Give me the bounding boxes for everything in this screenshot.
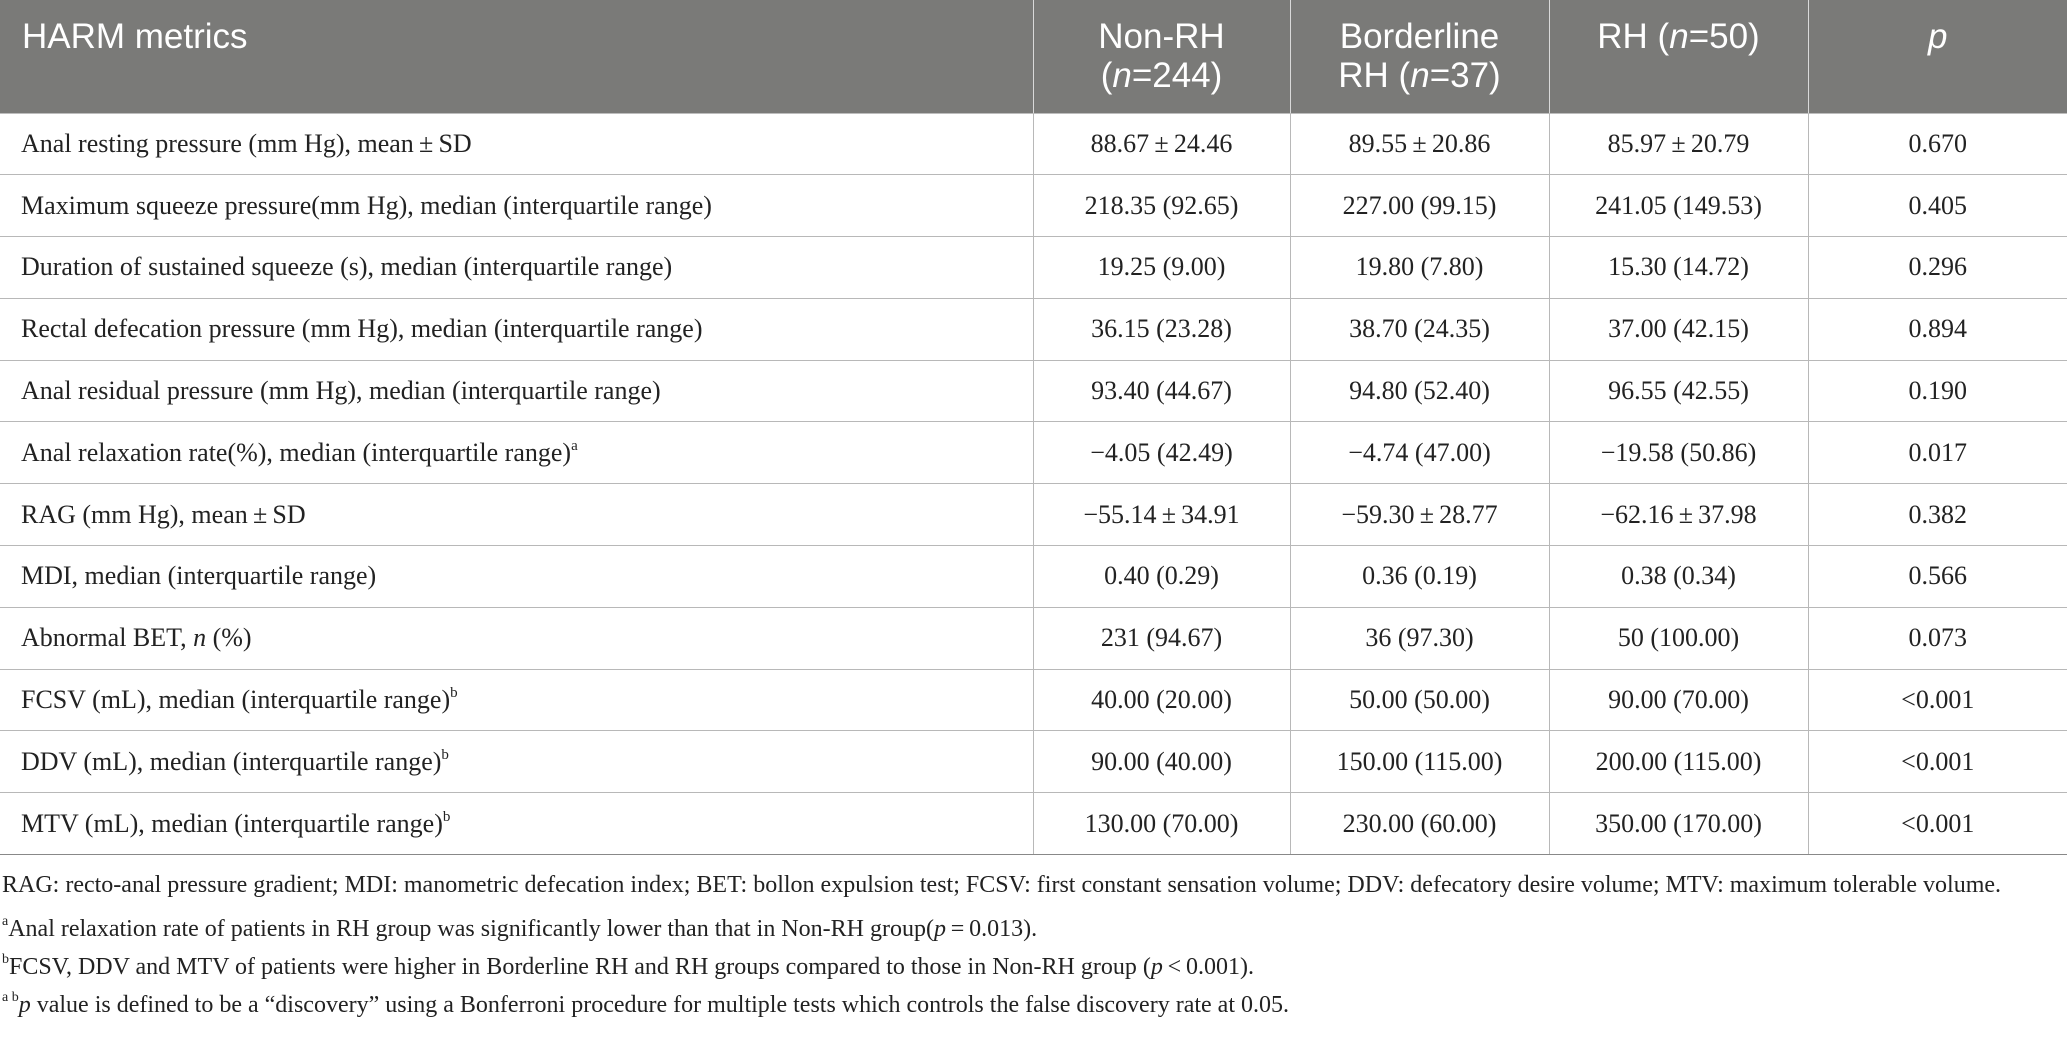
row-metric: Abnormal BET, n (%) xyxy=(0,607,1033,669)
cell-non-rh: 90.00 (40.00) xyxy=(1033,731,1290,793)
table-row xyxy=(0,731,2067,793)
footnote-ab: $^{a b}$p value is defined to be a “discovery” using a Bonferroni procedure for multiple tests which controls the false discovery rate at 0.05. xyxy=(2,989,1289,1018)
cell-borderline-rh: 150.00 (115.00) xyxy=(1290,731,1549,793)
table-row xyxy=(0,237,2067,299)
table-row xyxy=(0,360,2067,422)
table-row xyxy=(0,546,2067,608)
cell-non-rh: 231 (94.67) xyxy=(1033,607,1290,669)
cell-non-rh: 218.35 (92.65) xyxy=(1033,175,1290,237)
cell-rh: −19.58 (50.86) xyxy=(1549,422,1808,484)
header-borderline-rh: Borderline RH (n=37) xyxy=(1290,0,1549,113)
cell-rh: 50 (100.00) xyxy=(1549,607,1808,669)
cell-p: 0.296 xyxy=(1808,237,2067,299)
cell-rh: −62.16 ± 37.98 xyxy=(1549,484,1808,546)
cell-p: <0.001 xyxy=(1808,731,2067,793)
row-metric: FCSV (mL), median (interquartile range)$^b$ xyxy=(0,669,1033,731)
row-metric: Rectal defecation pressure (mm Hg), median (interquartile range) xyxy=(0,298,1033,360)
row-metric: MDI, median (interquartile range) xyxy=(0,546,1033,608)
cell-rh: 200.00 (115.00) xyxy=(1549,731,1808,793)
cell-rh: 85.97 ± 20.79 xyxy=(1549,113,1808,175)
table-footnotes xyxy=(0,866,2067,1024)
cell-non-rh: −55.14 ± 34.91 xyxy=(1033,484,1290,546)
cell-borderline-rh: 50.00 (50.00) xyxy=(1290,669,1549,731)
cell-non-rh: −4.05 (42.49) xyxy=(1033,422,1290,484)
cell-p: 0.405 xyxy=(1808,175,2067,237)
table-row xyxy=(0,793,2067,855)
cell-non-rh: 130.00 (70.00) xyxy=(1033,793,1290,855)
table-row xyxy=(0,113,2067,175)
header-metric: HARM metrics xyxy=(0,0,1033,113)
row-metric: Maximum squeeze pressure(mm Hg), median (interquartile range) xyxy=(0,175,1033,237)
row-metric: Anal relaxation rate(%), median (interquartile range)$^a$ xyxy=(0,422,1033,484)
row-metric: Anal resting pressure (mm Hg), mean ± SD xyxy=(0,113,1033,175)
cell-p: 0.190 xyxy=(1808,360,2067,422)
cell-non-rh: 19.25 (9.00) xyxy=(1033,237,1290,299)
footnote-b: $^b$FCSV, DDV and MTV of patients were higher in Borderline RH and RH groups compared to those in Non-RH group (p < 0.001). xyxy=(2,951,1255,980)
cell-rh: 90.00 (70.00) xyxy=(1549,669,1808,731)
cell-borderline-rh: 227.00 (99.15) xyxy=(1290,175,1549,237)
table-row xyxy=(0,669,2067,731)
cell-p: <0.001 xyxy=(1808,793,2067,855)
cell-non-rh: 0.40 (0.29) xyxy=(1033,546,1290,608)
cell-p: 0.894 xyxy=(1808,298,2067,360)
cell-rh: 0.38 (0.34) xyxy=(1549,546,1808,608)
cell-borderline-rh: 0.36 (0.19) xyxy=(1290,546,1549,608)
cell-rh: 241.05 (149.53) xyxy=(1549,175,1808,237)
cell-non-rh: 40.00 (20.00) xyxy=(1033,669,1290,731)
cell-rh: 350.00 (170.00) xyxy=(1549,793,1808,855)
row-metric: Duration of sustained squeeze (s), median (interquartile range) xyxy=(0,237,1033,299)
table-row xyxy=(0,175,2067,237)
cell-borderline-rh: 89.55 ± 20.86 xyxy=(1290,113,1549,175)
cell-borderline-rh: 230.00 (60.00) xyxy=(1290,793,1549,855)
cell-borderline-rh: 19.80 (7.80) xyxy=(1290,237,1549,299)
header-p: p xyxy=(1808,0,2067,113)
cell-non-rh: 93.40 (44.67) xyxy=(1033,360,1290,422)
cell-p: 0.670 xyxy=(1808,113,2067,175)
cell-p: 0.017 xyxy=(1808,422,2067,484)
row-metric: Anal residual pressure (mm Hg), median (interquartile range) xyxy=(0,360,1033,422)
footnote-a: $^a$Anal relaxation rate of patients in RH group was significantly lower than that in Non-RH group(p = 0.013). xyxy=(2,913,1038,942)
table-header xyxy=(0,0,2067,113)
table-row xyxy=(0,422,2067,484)
table-row xyxy=(0,607,2067,669)
cell-non-rh: 36.15 (23.28) xyxy=(1033,298,1290,360)
abbreviations-note: RAG: recto-anal pressure gradient; MDI: manometric defecation index; BET: bollon expulsion test; FCSV: first constant sensation volume; DDV: defecatory desire volume; MTV: maximum tolerable volume. xyxy=(2,872,2002,898)
cell-non-rh: 88.67 ± 24.46 xyxy=(1033,113,1290,175)
cell-borderline-rh: 94.80 (52.40) xyxy=(1290,360,1549,422)
header-non-rh: Non-RH (n=244) xyxy=(1033,0,1290,113)
cell-p: 0.566 xyxy=(1808,546,2067,608)
cell-p: 0.073 xyxy=(1808,607,2067,669)
cell-borderline-rh: −4.74 (47.00) xyxy=(1290,422,1549,484)
row-metric: MTV (mL), median (interquartile range)$^b$ xyxy=(0,793,1033,855)
cell-borderline-rh: −59.30 ± 28.77 xyxy=(1290,484,1549,546)
cell-rh: 37.00 (42.15) xyxy=(1549,298,1808,360)
row-metric: RAG (mm Hg), mean ± SD xyxy=(0,484,1033,546)
header-rh: RH (n=50) xyxy=(1549,0,1808,113)
cell-p: <0.001 xyxy=(1808,669,2067,731)
cell-borderline-rh: 36 (97.30) xyxy=(1290,607,1549,669)
row-metric: DDV (mL), median (interquartile range)$^b$ xyxy=(0,731,1033,793)
table-row xyxy=(0,298,2067,360)
cell-borderline-rh: 38.70 (24.35) xyxy=(1290,298,1549,360)
table-row xyxy=(0,484,2067,546)
cell-p: 0.382 xyxy=(1808,484,2067,546)
header-row xyxy=(0,0,2067,113)
table-body xyxy=(0,113,2067,855)
cell-rh: 15.30 (14.72) xyxy=(1549,237,1808,299)
cell-rh: 96.55 (42.55) xyxy=(1549,360,1808,422)
